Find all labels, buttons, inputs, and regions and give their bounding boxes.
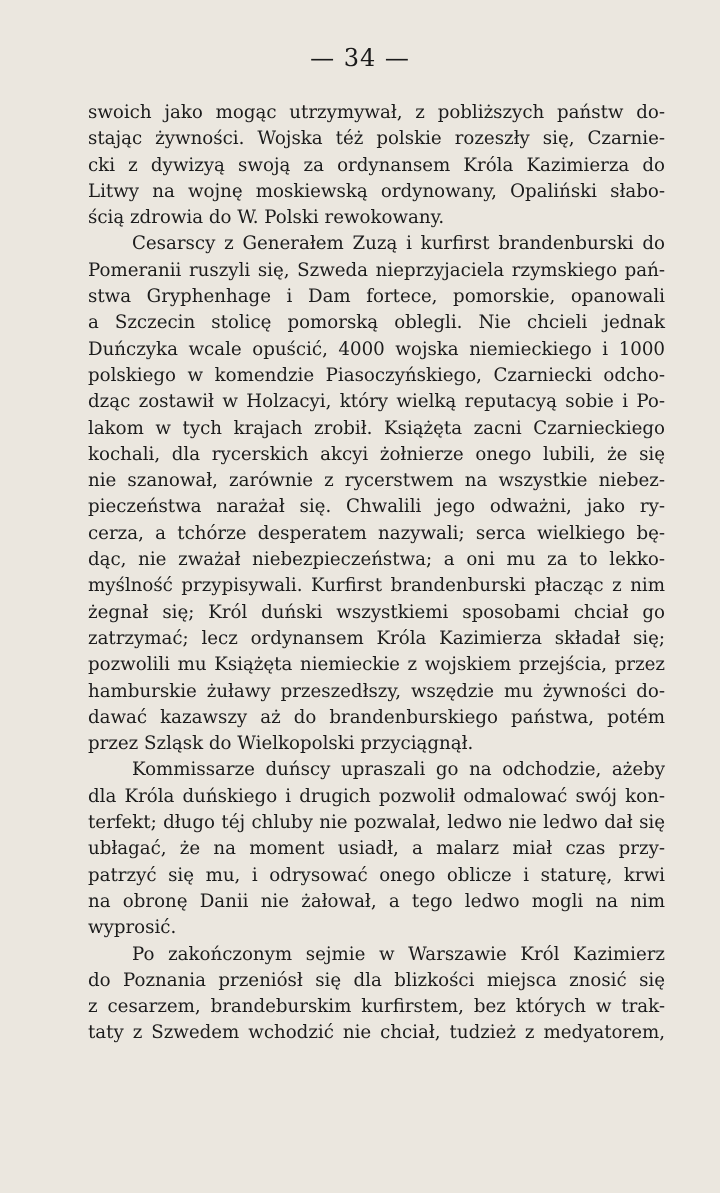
text-line: dla Króla duńskiego i drugich pozwolił odmalować swój kon-: [88, 785, 665, 807]
page-number: — 34 —: [310, 44, 410, 72]
text-line: myślność przypisywali. Kurfirst brandenburski płacząc z nim: [88, 575, 665, 597]
text-line: stwa Gryphenhage i Dam fortece, pomorskie, opanowali: [88, 286, 665, 308]
text-line: Kommissarze duńscy upraszali go na odchodzie, ażeby: [132, 759, 665, 781]
text-line: swoich jako mogąc utrzymywał, z pobliższych państw do-: [88, 102, 665, 123]
text-line: Litwy na wojnę moskiewską ordynowany, Opaliński słabo-: [88, 180, 665, 202]
text-line: kochali, dla rycerskich akcyi żołnierze onego lubili, że się: [88, 443, 665, 465]
text-line: taty z Szwedem wchodzić nie chciał, tudzież z medyatorem,: [88, 1022, 665, 1044]
text-line: wyprosić.: [88, 917, 177, 939]
text-line: dąc, nie zważał niebezpieczeństwa; a oni mu za to lekko-: [88, 549, 665, 571]
text-line: cki z dywizyą swoją za ordynansem Króla Kazimierza do: [88, 154, 665, 176]
body-text: [88, 100, 665, 1047]
text-line: polskiego w komendzie Piasoczyńskiego, Czarniecki odcho-: [88, 364, 665, 386]
text-line: Po zakończonym sejmie w Warszawie Król Kazimierz: [132, 943, 665, 965]
text-line: zatrzymać; lecz ordynansem Króla Kazimierza składał się;: [88, 627, 665, 649]
text-line: do Poznania przeniósł się dla blizkości miejsca znosić się: [88, 969, 665, 991]
text-line: lakom w tych krajach zrobił. Książęta zacni Czarnieckiego: [88, 417, 665, 439]
text-line: hamburskie żuławy przeszedłszy, wszędzie mu żywności do-: [88, 680, 665, 702]
text-line: terfekt; długo téj chluby nie pozwalał, ledwo nie ledwo dał się: [88, 812, 665, 834]
text-line: dawać kazawszy aż do brandenburskiego państwa, potém: [88, 706, 665, 728]
text-line: dząc zostawił w Holzacyi, który wielką reputacyą sobie i Po-: [88, 391, 665, 413]
text-line: nie szanował, zarównie z rycerstwem na wszystkie niebez-: [88, 470, 665, 492]
text-line: przez Szląsk do Wielkopolski przyciągnął.: [88, 733, 474, 755]
text-line: stając żywności. Wojska téż polskie rozeszły się, Czarnie-: [88, 128, 665, 150]
text-line: ubłagać, że na moment usiadł, a malarz miał czas przy-: [88, 838, 665, 860]
text-line: z cesarzem, brandeburskim kurfirstem, bez których w trak-: [88, 996, 665, 1018]
text-line: pozwolili mu Książęta niemieckie z wojskiem przejścia, przez: [88, 654, 665, 676]
text-line: żegnał się; Król duński wszystkiemi sposobami chciał go: [88, 601, 665, 623]
text-line: a Szczecin stolicę pomorską oblegli. Nie chcieli jednak: [88, 312, 665, 334]
text-line: cerza, a tchórze desperatem nazywali; serca wielkiego bę-: [88, 522, 665, 544]
text-line: na obronę Danii nie żałował, a tego ledwo mogli na nim: [88, 890, 665, 912]
text-line: patrzyć się mu, i odrysować onego oblicze i staturę, krwi: [88, 864, 665, 886]
text-line: pieczeństwa narażał się. Chwalili jego odważni, jako ry-: [88, 496, 665, 518]
text-line: Duńczyka wcale opuścić, 4000 wojska niemieckiego i 1000: [88, 338, 665, 360]
text-line: Pomeranii ruszyli się, Szweda nieprzyjaciela rzymskiego pań-: [88, 259, 665, 281]
text-line: ścią zdrowia do W. Polski rewokowany.: [88, 207, 445, 229]
text-line: Cesarscy z Generałem Zuzą i kurfirst brandenburski do: [132, 233, 665, 255]
